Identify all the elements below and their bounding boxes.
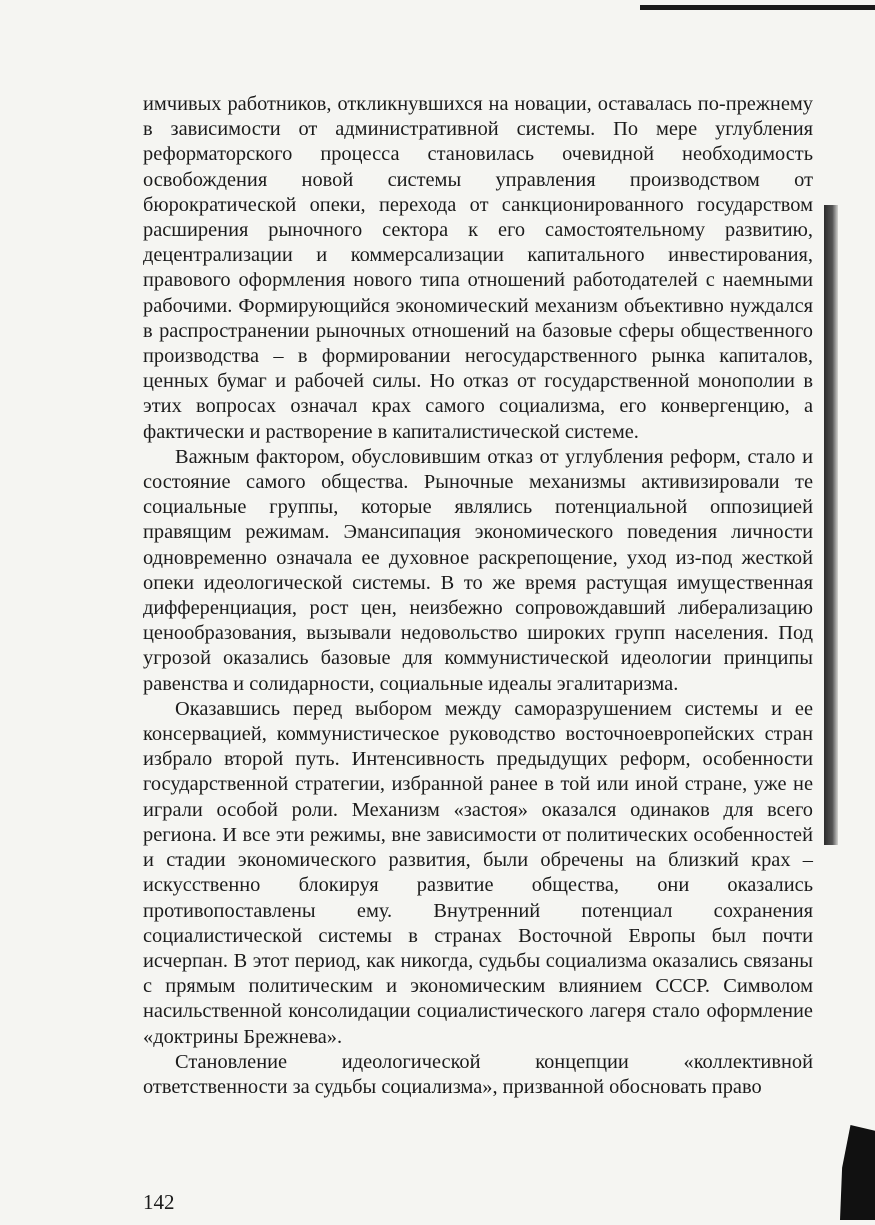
paragraph-1: имчивых работников, откликнувшихся на новации, оставалась по-прежнему в зависимости от административной системы. По мере углубления реформаторского процесса становилась очевидной необходимость освобождения новой системы управления производством от бюрократической опеки, перехода от санкционированного государством расширения рыночного сектора к его самостоятельному развитию, децентрализации и коммерсализации капитального инвестирования, правового оформления нового типа отношений работодателей с наемными рабочими. Формирующийся экономический механизм объективно нуждался в распространении рыночных отношений на базовые сферы общественного производства – в формировании негосударственного рынка капиталов, ценных бумаг и рабочей силы. Но отказ от государственной монополии в этих вопросах означал крах самого социализма, его конвергенцию, а фактически и растворение в капиталистической системе.	[143, 93, 813, 443]
paragraph-2: Важным фактором, обусловившим отказ от углубления реформ, стало и состояние самого общества. Рыночные механизмы активизировали те социальные группы, которые являлись потенциальной оппозицией правящим режимам. Эмансипация экономического поведения личности одновременно означала ее духовное раскрепощение, уход из-под жесткой опеки идеологической системы. В то же время растущая имущественная дифференциация, рост цен, неизбежно сопровождавший либерализацию ценообразования, вызывали недовольство широких групп населения. Под угрозой оказались базовые для коммунистической идеологии принципы равенства и солидарности, социальные идеалы эгалитаризма.	[143, 445, 813, 695]
scan-edge-shadow-right	[824, 205, 838, 845]
scan-edge-blot-bottom-right	[840, 1125, 875, 1220]
paragraph-3: Оказавшись перед выбором между саморазрушением системы и ее консервацией, коммунистическое руководство восточноевропейских стран избрало второй путь. Интенсивность предыдущих реформ, особенности государственной стратегии, избранной ранее в той или иной стране, уже не играли особой роли. Механизм «застоя» оказался одинаков для всего региона. И все эти режимы, вне зависимости от политических особенностей и стадии экономического развития, были обречены на близкий крах – искусственно блокируя развитие общества, они оказались противопоставлены ему. Внутренний потенциал сохранения социалистической системы в странах Восточной Европы был почти исчерпан. В этот период, как никогда, судьбы социализма оказались связаны с прямым политическим и экономическим влиянием СССР. Символом насильственной консолидации социалистического лагеря стало оформление «доктрины Брежнева».	[143, 697, 813, 1048]
page-number: 142	[143, 1190, 175, 1214]
scan-edge-mark-top	[640, 5, 875, 10]
body-text	[143, 92, 813, 1100]
paragraph-4: Становление идеологической концепции «коллективной ответственности за судьбы социализма», призванной обосновать право	[143, 1050, 813, 1098]
